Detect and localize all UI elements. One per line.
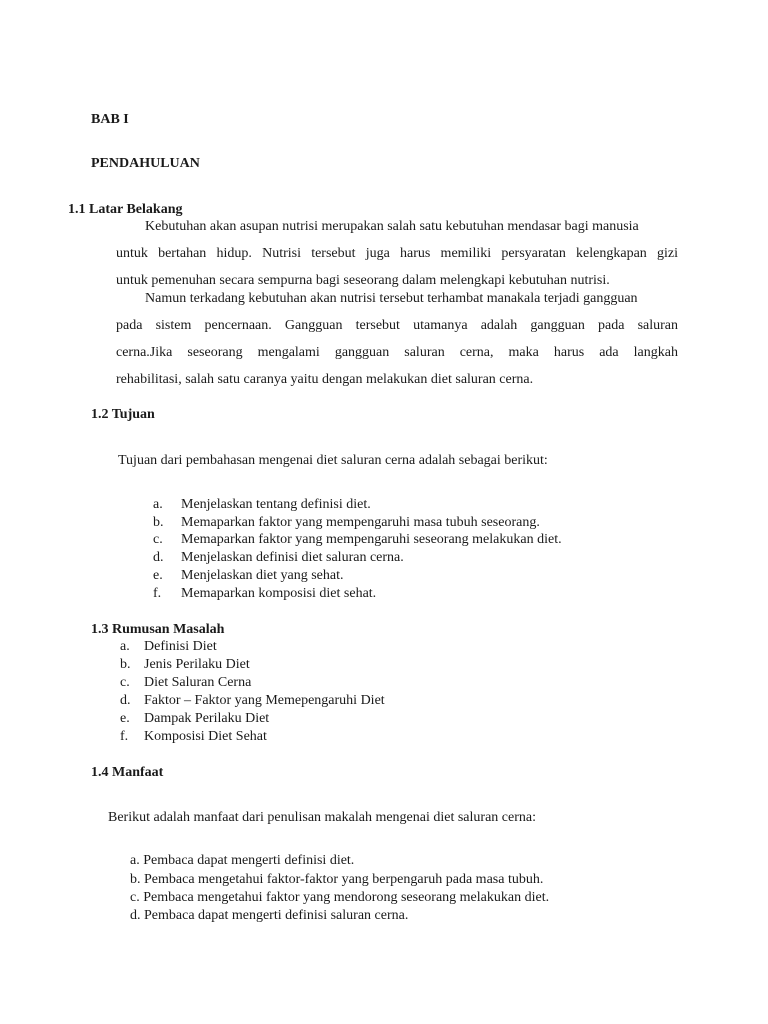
list-item-label: d. [153, 550, 164, 565]
list-item: Diet Saluran Cerna [144, 675, 252, 690]
list-item-label: b. [120, 657, 131, 672]
list-item: Memaparkan faktor yang mempengaruhi seseorang melakukan diet. [181, 532, 562, 547]
list-item: Menjelaskan definisi diet saluran cerna. [181, 550, 404, 565]
list-item-label: f. [120, 729, 129, 744]
list-item-label: e. [153, 568, 163, 583]
list-item-label: b. [153, 515, 164, 530]
paragraph-line: rehabilitasi, salah satu caranya yaitu dengan melakukan diet saluran cerna. [116, 372, 534, 387]
section-heading-rumusan-masalah: 1.3 Rumusan Masalah [91, 622, 225, 637]
list-item-label: c. [153, 532, 163, 547]
section-heading-latar-belakang: 1.1 Latar Belakang [68, 202, 183, 217]
list-item: Dampak Perilaku Diet [144, 711, 270, 726]
list-item: Definisi Diet [144, 639, 217, 654]
list-item-label: c. [120, 675, 130, 690]
list-item: c. Pembaca mengetahui faktor yang mendorong seseorang melakukan diet. [130, 890, 550, 905]
list-item: a. Pembaca dapat mengerti definisi diet. [130, 853, 355, 868]
manfaat-intro: Berikut adalah manfaat dari penulisan makalah mengenai diet saluran cerna: [108, 810, 536, 825]
list-item: Menjelaskan diet yang sehat. [181, 568, 344, 583]
list-item: d. Pembaca dapat mengerti definisi saluran cerna. [130, 908, 409, 923]
list-item-label: a. [120, 639, 130, 654]
list-item: Menjelaskan tentang definisi diet. [181, 497, 371, 512]
list-item: Memaparkan faktor yang mempengaruhi masa tubuh seseorang. [181, 515, 540, 530]
list-item-label: a. [153, 497, 163, 512]
section-heading-manfaat: 1.4 Manfaat [91, 765, 164, 780]
chapter-label: BAB I [91, 112, 129, 127]
chapter-title: PENDAHULUAN [91, 156, 200, 171]
list-item-label: d. [120, 693, 131, 708]
list-item: Faktor – Faktor yang Memepengaruhi Diet [144, 693, 385, 708]
list-item: b. Pembaca mengetahui faktor-faktor yang berpengaruh pada masa tubuh. [130, 872, 544, 887]
tujuan-intro: Tujuan dari pembahasan mengenai diet saluran cerna adalah sebagai berikut: [118, 453, 548, 468]
paragraph-line: untuk bertahan hidup. Nutrisi tersebut juga harus memiliki persyaratan kelengkapan gizi [116, 246, 678, 261]
list-item-label: e. [120, 711, 130, 726]
section-heading-tujuan: 1.2 Tujuan [91, 407, 155, 422]
list-item-label: f. [153, 586, 162, 601]
list-item: Komposisi Diet Sehat [144, 729, 267, 744]
paragraph-line: untuk pemenuhan secara sempurna bagi seseorang dalam melengkapi kebutuhan nutrisi. [116, 273, 610, 288]
paragraph-line: cerna.Jika seseorang mengalami gangguan saluran cerna, maka harus ada langkah [116, 345, 678, 360]
paragraph-line: pada sistem pencernaan. Gangguan tersebut utamanya adalah gangguan pada saluran [116, 318, 678, 333]
list-item: Jenis Perilaku Diet [144, 657, 250, 672]
list-item: Memaparkan komposisi diet sehat. [181, 586, 377, 601]
paragraph-line: Kebutuhan akan asupan nutrisi merupakan salah satu kebutuhan mendasar bagi manusia [145, 219, 639, 234]
paragraph-line: Namun terkadang kebutuhan akan nutrisi tersebut terhambat manakala terjadi gangguan [145, 291, 638, 306]
